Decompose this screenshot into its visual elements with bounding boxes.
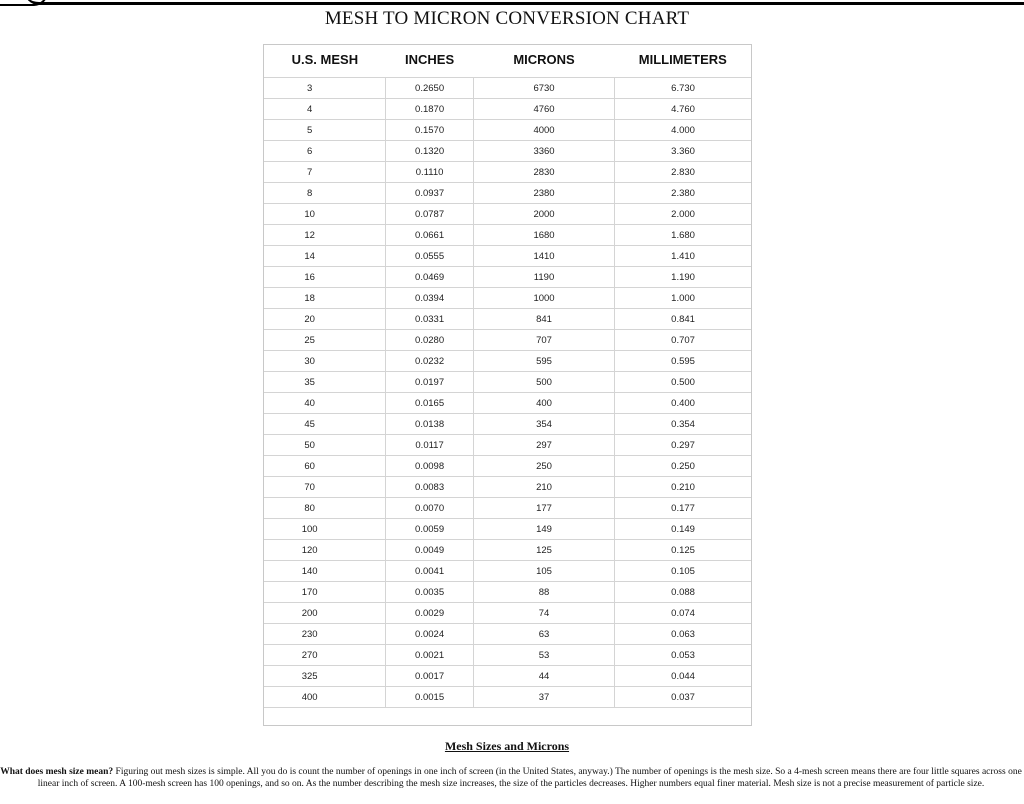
table-row [264, 141, 751, 162]
cell-us-mesh: 3 [264, 78, 386, 99]
table-row [264, 288, 751, 309]
table-row [264, 99, 751, 120]
cell-microns: 1410 [473, 246, 614, 267]
cell-millimeters: 0.063 [615, 624, 751, 645]
cell-us-mesh: 270 [264, 645, 386, 666]
cell-inches: 0.0059 [386, 519, 474, 540]
top-edge-right-curve [24, 0, 1024, 5]
cell-us-mesh: 140 [264, 561, 386, 582]
table-row [264, 666, 751, 687]
table-row [264, 561, 751, 582]
cell-microns: 44 [473, 666, 614, 687]
cell-millimeters: 0.210 [615, 477, 751, 498]
cell-us-mesh: 5 [264, 120, 386, 141]
cell-inches: 0.0070 [386, 498, 474, 519]
table-body [264, 78, 751, 708]
cell-inches: 0.0021 [386, 645, 474, 666]
cell-inches: 0.0029 [386, 603, 474, 624]
cell-inches: 0.0280 [386, 330, 474, 351]
cell-millimeters: 3.360 [615, 141, 751, 162]
cell-millimeters: 1.000 [615, 288, 751, 309]
cell-inches: 0.0394 [386, 288, 474, 309]
table-row [264, 582, 751, 603]
explanation-lead: What does mesh size mean? [0, 767, 114, 777]
cell-microns: 2380 [473, 183, 614, 204]
cell-inches: 0.0937 [386, 183, 474, 204]
table-row [264, 624, 751, 645]
cell-microns: 6730 [473, 78, 614, 99]
cell-microns: 707 [473, 330, 614, 351]
cell-microns: 500 [473, 372, 614, 393]
cell-millimeters: 0.105 [615, 561, 751, 582]
cell-millimeters: 0.595 [615, 351, 751, 372]
cell-microns: 210 [473, 477, 614, 498]
header-millimeters: MILLIMETERS [638, 51, 727, 67]
cell-millimeters: 0.500 [615, 372, 751, 393]
cell-us-mesh: 6 [264, 141, 386, 162]
table-row [264, 435, 751, 456]
cell-millimeters: 0.354 [615, 414, 751, 435]
table-header-row [264, 45, 751, 73]
cell-inches: 0.0555 [386, 246, 474, 267]
page-title: MESH TO MICRON CONVERSION CHART [324, 8, 690, 29]
table-row [264, 456, 751, 477]
cell-inches: 0.0165 [386, 393, 474, 414]
table-row [264, 603, 751, 624]
cell-microns: 841 [473, 309, 614, 330]
cell-inches: 0.1110 [386, 162, 474, 183]
cell-us-mesh: 70 [264, 477, 386, 498]
cell-microns: 88 [473, 582, 614, 603]
cell-us-mesh: 30 [264, 351, 386, 372]
mesh-size-explanation [0, 767, 1024, 790]
cell-microns: 595 [473, 351, 614, 372]
cell-millimeters: 1.410 [615, 246, 751, 267]
cell-microns: 125 [473, 540, 614, 561]
table-row [264, 372, 751, 393]
cell-inches: 0.0083 [386, 477, 474, 498]
explanation-body: Figuring out mesh sizes is simple. All you do is count the number of openings in one inch of screen (in the United States, anyway.) The number of openings is the mesh size. So a 4-mesh screen means there are four little squares across one linear inch of screen. A 100-mesh screen has 100 openings, and so on. As the number describing the mesh size increases, the size of the particles decreases. Higher numbers equal finer material. Mesh size is not a precise measurement of particle size. [37, 767, 1022, 789]
cell-millimeters: 0.841 [615, 309, 751, 330]
cell-us-mesh: 7 [264, 162, 386, 183]
cell-inches: 0.0017 [386, 666, 474, 687]
cell-microns: 63 [473, 624, 614, 645]
cell-us-mesh: 50 [264, 435, 386, 456]
cell-millimeters: 1.190 [615, 267, 751, 288]
cell-us-mesh: 120 [264, 540, 386, 561]
cell-microns: 1000 [473, 288, 614, 309]
cell-microns: 250 [473, 456, 614, 477]
cell-millimeters: 0.177 [615, 498, 751, 519]
cell-millimeters: 6.730 [615, 78, 751, 99]
table-row [264, 204, 751, 225]
table-row [264, 393, 751, 414]
table-row [264, 120, 751, 141]
cell-millimeters: 0.088 [615, 582, 751, 603]
table-row [264, 540, 751, 561]
table-row [264, 687, 751, 708]
cell-millimeters: 0.250 [615, 456, 751, 477]
cell-microns: 1190 [473, 267, 614, 288]
table-row [264, 498, 751, 519]
table-row [264, 414, 751, 435]
cell-millimeters: 0.044 [615, 666, 751, 687]
cell-us-mesh: 325 [264, 666, 386, 687]
cell-inches: 0.1570 [386, 120, 474, 141]
cell-us-mesh: 35 [264, 372, 386, 393]
cell-inches: 0.0232 [386, 351, 474, 372]
cell-us-mesh: 25 [264, 330, 386, 351]
cell-us-mesh: 12 [264, 225, 386, 246]
table-row [264, 162, 751, 183]
cell-inches: 0.0024 [386, 624, 474, 645]
cell-microns: 37 [473, 687, 614, 708]
cell-us-mesh: 4 [264, 99, 386, 120]
cell-millimeters: 2.830 [615, 162, 751, 183]
cell-microns: 4760 [473, 99, 614, 120]
cell-millimeters: 4.000 [615, 120, 751, 141]
cell-us-mesh: 230 [264, 624, 386, 645]
cell-microns: 2000 [473, 204, 614, 225]
cell-microns: 105 [473, 561, 614, 582]
cell-inches: 0.0787 [386, 204, 474, 225]
cell-inches: 0.2650 [386, 78, 474, 99]
table-row [264, 330, 751, 351]
header-microns: MICRONS [513, 51, 575, 67]
cell-us-mesh: 170 [264, 582, 386, 603]
table-row [264, 309, 751, 330]
cell-inches: 0.1320 [386, 141, 474, 162]
cell-microns: 149 [473, 519, 614, 540]
cell-inches: 0.0469 [386, 267, 474, 288]
cell-microns: 354 [473, 414, 614, 435]
table-row [264, 183, 751, 204]
cell-inches: 0.0015 [386, 687, 474, 708]
cell-millimeters: 0.149 [615, 519, 751, 540]
cell-microns: 297 [473, 435, 614, 456]
page-top-edge [0, 0, 1024, 6]
cell-millimeters: 1.680 [615, 225, 751, 246]
cell-us-mesh: 20 [264, 309, 386, 330]
table-row [264, 519, 751, 540]
cell-microns: 400 [473, 393, 614, 414]
table-row [264, 645, 751, 666]
cell-us-mesh: 40 [264, 393, 386, 414]
cell-millimeters: 0.053 [615, 645, 751, 666]
cell-us-mesh: 45 [264, 414, 386, 435]
table-row [264, 246, 751, 267]
cell-inches: 0.0049 [386, 540, 474, 561]
cell-us-mesh: 100 [264, 519, 386, 540]
cell-inches: 0.0661 [386, 225, 474, 246]
header-us-mesh: U.S. MESH [291, 51, 359, 67]
header-inches: INCHES [405, 51, 455, 67]
cell-microns: 177 [473, 498, 614, 519]
cell-millimeters: 0.037 [615, 687, 751, 708]
cell-inches: 0.0098 [386, 456, 474, 477]
section-heading: Mesh Sizes and Microns [444, 739, 570, 753]
table-row [264, 78, 751, 99]
cell-inches: 0.0035 [386, 582, 474, 603]
table-row [264, 477, 751, 498]
cell-us-mesh: 200 [264, 603, 386, 624]
cell-millimeters: 0.400 [615, 393, 751, 414]
cell-inches: 0.0138 [386, 414, 474, 435]
cell-us-mesh: 400 [264, 687, 386, 708]
cell-microns: 2830 [473, 162, 614, 183]
cell-millimeters: 0.707 [615, 330, 751, 351]
cell-millimeters: 4.760 [615, 99, 751, 120]
conversion-table [264, 45, 751, 708]
table-row [264, 351, 751, 372]
cell-us-mesh: 8 [264, 183, 386, 204]
cell-us-mesh: 16 [264, 267, 386, 288]
cell-inches: 0.1870 [386, 99, 474, 120]
cell-microns: 1680 [473, 225, 614, 246]
cell-millimeters: 0.074 [615, 603, 751, 624]
cell-microns: 53 [473, 645, 614, 666]
cell-microns: 4000 [473, 120, 614, 141]
cell-millimeters: 0.297 [615, 435, 751, 456]
cell-microns: 74 [473, 603, 614, 624]
cell-microns: 3360 [473, 141, 614, 162]
cell-us-mesh: 18 [264, 288, 386, 309]
cell-inches: 0.0041 [386, 561, 474, 582]
cell-us-mesh: 14 [264, 246, 386, 267]
table-row [264, 267, 751, 288]
cell-inches: 0.0197 [386, 372, 474, 393]
cell-inches: 0.0117 [386, 435, 474, 456]
conversion-table-frame [263, 44, 752, 726]
cell-us-mesh: 80 [264, 498, 386, 519]
cell-inches: 0.0331 [386, 309, 474, 330]
table-row [264, 225, 751, 246]
cell-millimeters: 2.000 [615, 204, 751, 225]
cell-millimeters: 2.380 [615, 183, 751, 204]
cell-us-mesh: 10 [264, 204, 386, 225]
cell-millimeters: 0.125 [615, 540, 751, 561]
cell-us-mesh: 60 [264, 456, 386, 477]
